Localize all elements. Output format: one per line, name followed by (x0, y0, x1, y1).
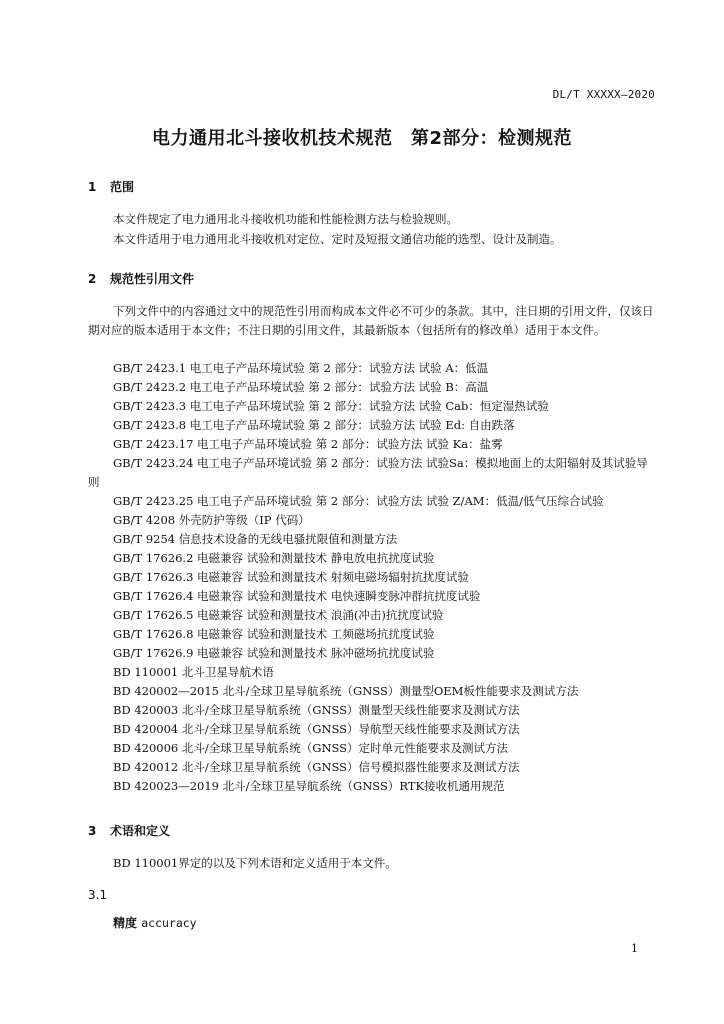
section-number: 3 (88, 824, 97, 838)
terms-paragraph: BD 110001界定的以及下列术语和定义适用于本文件。 (113, 856, 397, 870)
page-number: 1 (631, 942, 638, 955)
normative-references-intro: 下列文件中的内容通过文中的规范性引用而构成本文件必不可少的条款。其中，注日期的引用文件，仅该日期对应的版本适用于本文件；不注日期的引用文件，其最新版本（包括所有的修改单）适用于本文件。 (88, 304, 654, 337)
reference-item: GB/T 17626.5 电磁兼容 试验和测量技术 浪涌(冲击)抗扰度试验 (113, 608, 444, 622)
reference-item: GB/T 2423.2 电工电子产品环境试验 第 2 部分：试验方法 试验 B：高温 (113, 380, 489, 394)
term-entry (113, 914, 197, 931)
scope-paragraph-2: 本文件适用于电力通用北斗接收机对定位、定时及短报文通信功能的选型、设计及制造。 (113, 232, 562, 246)
reference-item: GB/T 2423.3 电工电子产品环境试验 第 2 部分：试验方法 试验 Cab：恒定湿热试验 (113, 399, 549, 413)
section-3-heading (88, 822, 170, 839)
reference-item: BD 420012 北斗/全球卫星导航系统（GNSS）信号模拟器性能要求及测试方法 (113, 760, 520, 774)
section-2-heading (88, 270, 194, 287)
reference-item: GB/T 2423.8 电工电子产品环境试验 第 2 部分：试验方法 试验 Ed: 自由跌落 (113, 418, 515, 432)
reference-item: BD 420006 北斗/全球卫星导航系统（GNSS）定时单元性能要求及测试方法 (113, 741, 509, 755)
term-chinese: 精度 (113, 916, 138, 930)
reference-item: BD 420003 北斗/全球卫星导航系统（GNSS）测量型天线性能要求及测试方法 (113, 703, 520, 717)
reference-item: BD 420004 北斗/全球卫星导航系统（GNSS）导航型天线性能要求及测试方法 (113, 722, 520, 736)
reference-item: GB/T 17626.8 电磁兼容 试验和测量技术 工频磁场抗扰度试验 (113, 627, 435, 641)
scope-paragraph-1: 本文件规定了电力通用北斗接收机功能和性能检测方法与检验规则。 (113, 212, 458, 226)
reference-item: GB/T 17626.2 电磁兼容 试验和测量技术 静电放电抗扰度试验 (113, 551, 435, 565)
reference-item: BD 420002—2015 北斗/全球卫星导航系统（GNSS）测量型OEM板性能要求及测试方法 (113, 684, 579, 698)
document-title: 电力通用北斗接收机技术规范 第2部分：检测规范 (151, 128, 573, 149)
reference-item: BD 110001 北斗卫星导航术语 (113, 665, 274, 679)
term-english: accuracy (141, 916, 197, 930)
reference-item: GB/T 2423.1 电工电子产品环境试验 第 2 部分：试验方法 试验 A：低温 (113, 361, 489, 375)
reference-item: GB/T 2423.25 电工电子产品环境试验 第 2 部分：试验方法 试验 Z/AM：低温/低气压综合试验 (113, 494, 604, 508)
section-title: 范围 (110, 180, 135, 194)
section-title: 规范性引用文件 (110, 272, 195, 286)
reference-item: GB/T 9254 信息技术设备的无线电骚扰限值和测量方法 (113, 532, 398, 546)
section-title: 术语和定义 (110, 824, 171, 838)
clause-number: 3.1 (88, 888, 108, 902)
section-number: 2 (88, 272, 97, 286)
document-code: DL/T XXXXX—2020 (552, 88, 655, 101)
reference-item: GB/T 17626.4 电磁兼容 试验和测量技术 电快速瞬变脉冲群抗扰度试验 (113, 589, 481, 603)
reference-item: GB/T 4208 外壳防护等级（IP 代码） (113, 513, 310, 527)
reference-item: GB/T 2423.24 电工电子产品环境试验 第 2 部分：试验方法 试验Sa：模拟地面上的太阳辐射及其试验导则 (88, 456, 648, 489)
section-number: 1 (88, 180, 97, 194)
reference-item: GB/T 17626.9 电磁兼容 试验和测量技术 脉冲磁场抗扰度试验 (113, 646, 435, 660)
reference-item: GB/T 2423.17 电工电子产品环境试验 第 2 部分：试验方法 试验 Ka：盐雾 (113, 437, 503, 451)
reference-item: BD 420023—2019 北斗/全球卫星导航系统（GNSS）RTK接收机通用规范 (113, 779, 505, 793)
section-1-heading (88, 178, 134, 195)
reference-item: GB/T 17626.3 电磁兼容 试验和测量技术 射频电磁场辐射抗扰度试验 (113, 570, 469, 584)
